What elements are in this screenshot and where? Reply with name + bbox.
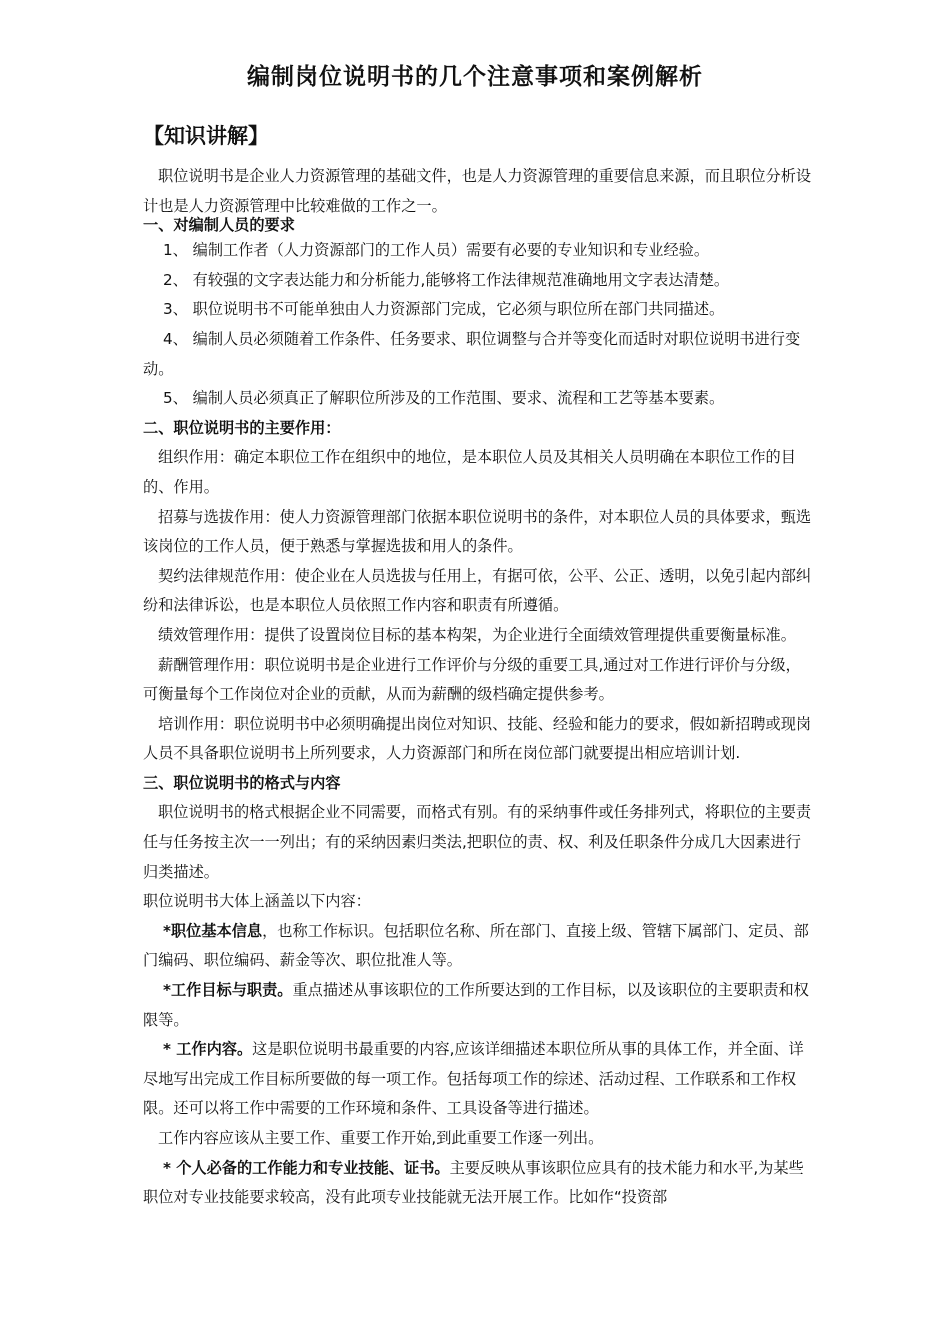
function-paragraph: 契约法律规范作用：使企业在人员选拔与任用上，有据可依，公平、公正、透明，以免引起内部纠纷和法律诉讼，也是本职位人员依照工作内容和职责有所遵循。 bbox=[143, 566, 812, 615]
function-paragraph: 薪酬管理作用：职位说明书是企业进行工作评价与分级的重要工具,通过对工作进行评价与分级，可衡量每个工作岗位对企业的贡献，从而为薪酬的级档确定提供参考。 bbox=[143, 655, 801, 704]
list-item: 2、 有较强的文字表达能力和分析能力,能够将工作法律规范准确地用文字表达清楚。 bbox=[163, 270, 730, 289]
section-heading: 【知识讲解】 bbox=[143, 124, 269, 148]
function-paragraph: 绩效管理作用：提供了设置岗位目标的基本构架，为企业进行全面绩效管理提供重要衡量标准。 bbox=[158, 625, 796, 644]
heading-format: 三、职位说明书的格式与内容 bbox=[143, 773, 341, 792]
content-item-title: * 工作内容。 bbox=[163, 1040, 253, 1059]
work-content-note: 工作内容应该从主要工作、重要工作开始,到此重要工作逐一列出。 bbox=[158, 1129, 604, 1147]
function-paragraph: 招募与选拔作用：使人力资源管理部门依据本职位说明书的条件，对本职位人员的具体要求，甄选该岗位的工作人员，便于熟悉与掌握选拔和用人的条件。 bbox=[143, 507, 812, 556]
content-item-text: 重点描述从事该职位的工作所要达到的工作目标，以及该职位的主要职责和权限等。 bbox=[143, 981, 809, 1029]
heading-requirements: 一、对编制人员的要求 bbox=[143, 216, 295, 235]
content-intro: 职位说明书大体上涵盖以下内容： bbox=[143, 892, 371, 911]
content-item-basic-info bbox=[143, 917, 815, 976]
content-item-title: *职位基本信息 bbox=[163, 921, 263, 940]
function-paragraph: 组织作用：确定本职位工作在组织中的地位，是本职位人员及其相关人员明确在本职位工作的目的、作用。 bbox=[143, 448, 796, 496]
content-item-title: *工作目标与职责。 bbox=[163, 981, 293, 1000]
list-item: 3、 职位说明书不可能单独由人力资源部门完成，它必须与职位所在部门共同描述。 bbox=[163, 300, 725, 319]
list-item: 4、 编制人员必须随着工作条件、任务要求、职位调整与合并等变化而适时对职位说明书进行变动。 bbox=[143, 329, 801, 378]
content-item-goals bbox=[143, 976, 815, 1035]
heading-functions: 二、职位说明书的主要作用： bbox=[143, 418, 341, 437]
list-item: 5、 编制人员必须真正了解职位所涉及的工作范围、要求、流程和工艺等基本要素。 bbox=[163, 389, 725, 408]
content-item-text: ，也称工作标识。包括职位名称、所在部门、直接上级、管辖下属部门、定员、部门编码、职位编码、薪金等次、职位批准人等。 bbox=[143, 921, 809, 970]
document-body bbox=[143, 162, 815, 1213]
content-item-title: * 个人必备的工作能力和专业技能、证书。 bbox=[163, 1158, 450, 1177]
content-item-work-content bbox=[143, 1035, 815, 1124]
list-item: 1、 编制工作者（人力资源部门的工作人员）需要有必要的专业知识和专业经验。 bbox=[163, 241, 710, 260]
format-paragraph: 职位说明书的格式根据企业不同需要，而格式有别。有的采纳事件或任务排列式，将职位的主要责任与任务按主次一一列出；有的采纳因素归类法,把职位的责、权、利及任职条件分成几大因素进行归类描述。 bbox=[143, 803, 812, 881]
content-item-text: 这是职位说明书最重要的内容,应该详细描述本职位所从事的具体工作，并全面、详尽地写出完成工作目标所要做的每一项工作。包括每项工作的综述、活动过程、工作联系和工作权限。还可以将工作中需要的工作环境和条件、工具设备等进行描述。 bbox=[143, 1040, 804, 1118]
content-item-text: 主要反映从事该职位应具有的技术能力和水平,为某些职位对专业技能要求较高，没有此项专业技能就无法开展工作。比如作“投资部 bbox=[143, 1158, 804, 1207]
content-item-skills bbox=[143, 1154, 815, 1213]
function-paragraph: 培训作用：职位说明书中必须明确提出岗位对知识、技能、经验和能力的要求，假如新招聘或现岗人员不具备职位说明书上所列要求，人力资源部门和所在岗位部门就要提出相应培训计划. bbox=[143, 714, 812, 763]
intro-paragraph: 职位说明书是企业人力资源管理的基础文件，也是人力资源管理的重要信息来源，而且职位分析设计也是人力资源管理中比较难做的工作之一。 bbox=[143, 167, 812, 215]
document-title: 编制岗位说明书的几个注意事项和案例解析 bbox=[247, 64, 703, 90]
